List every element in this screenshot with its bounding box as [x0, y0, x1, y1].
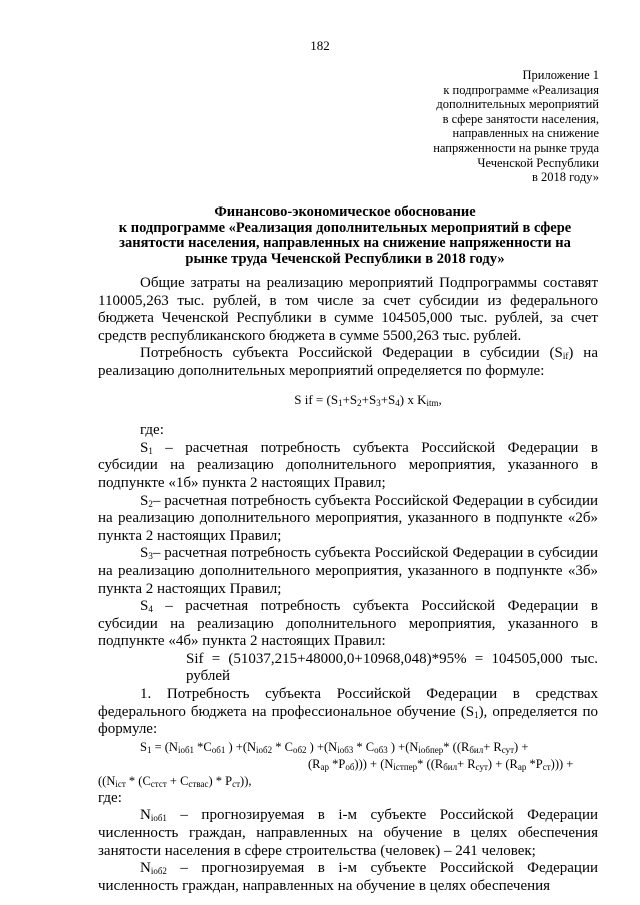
definition-s2 [98, 493, 598, 546]
formula-part: ) + [514, 739, 529, 754]
definition-text: – расчетная потребность субъекта Российской Федерации в субсидии на реализацию дополнительного мероприятия, указанного в подпункте «3б» пункта 2 настоящих Правил; [98, 545, 598, 597]
subscript: iоб2 [150, 866, 167, 877]
subscript: ствас [188, 778, 209, 789]
formula-part: + R [483, 739, 502, 754]
appendix-line: Приложение 1 [522, 68, 599, 82]
subscript: iобпер [418, 744, 444, 755]
formula-part: ))) + [550, 756, 574, 771]
appendix-note [359, 68, 599, 185]
subscript: 1 [474, 709, 479, 720]
definition-text: – прогнозируемая в i-м субъекте Российской Федерации численность граждан, направленных на обучение в целях обеспечения [98, 860, 598, 894]
subscript: iоб1 [150, 813, 167, 824]
symbol: S [140, 598, 149, 615]
formula-line [98, 773, 598, 790]
symbol: N [140, 860, 151, 877]
definition-text: – прогнозируемая в i-м субъекте Российской Федерации численность граждан, направленных на обучение в целях обеспечения занятости населения в сфере строительства (человек) – 241 человек; [98, 807, 598, 859]
subscript: 1 [146, 744, 152, 755]
formula-part: = (N [151, 739, 178, 754]
symbol: S [140, 545, 149, 562]
formula-part: +S [361, 391, 377, 407]
formula-part: )), [240, 773, 252, 788]
formula-part: ) +(N [387, 739, 419, 754]
subscript: if [562, 351, 569, 362]
subscript: ст [542, 761, 551, 772]
paragraph-subsidy-need [98, 345, 598, 380]
subscript: сут [501, 744, 515, 755]
appendix-line: в 2018 году» [531, 170, 599, 185]
subscript: сут [475, 761, 488, 772]
appendix-line: в сфере занятости населения, [442, 111, 599, 126]
subscript: iстпер [393, 761, 418, 772]
formula-line [98, 756, 598, 773]
definition-n-iob2 [98, 860, 598, 895]
formula-part: ))) + (N [354, 756, 394, 771]
definition-text: – расчетная потребность субъекта Российской Федерации в субсидии на реализацию дополнительного мероприятия, указанного в подпункте «2б» пункта 2 настоящих Правил; [98, 492, 598, 544]
definition-text: – расчетная потребность субъекта Российской Федерации в субсидии на реализацию дополнительного мероприятия, указанного в подпункте «1б» пункта 2 настоящих Правил; [98, 439, 598, 491]
appendix-line: дополнительных мероприятий [436, 97, 599, 112]
definition-text: – расчетная потребность субъекта Российской Федерации в субсидии на реализацию дополнительного мероприятия, указанного в подпункте «4б» пункта 2 настоящих Правил: [98, 598, 598, 650]
subscript: 4 [148, 604, 153, 615]
document-body [98, 275, 598, 895]
formula-line [98, 739, 598, 756]
formula-part: * ((R [443, 739, 470, 754]
text-segment: Потребность субъекта Российской Федерации в субсидии (S [140, 345, 563, 362]
where-label: где: [140, 422, 164, 439]
formula-part: * ((R [417, 756, 444, 771]
text-segment: ) на реализацию дополнительных мероприятий определяется по формуле: [98, 345, 598, 379]
document-title [90, 205, 600, 267]
symbol: S [140, 492, 149, 509]
subscript: 4 [395, 397, 400, 408]
formula-part: (R [308, 756, 321, 771]
formula-part: ) +(N [225, 739, 257, 754]
subscript: 3 [148, 551, 153, 562]
subscript: 2 [148, 498, 153, 509]
subscript: itm [426, 397, 439, 408]
appendix-line: напряженности на рынке труда [433, 140, 599, 155]
formula-part: *P [526, 756, 543, 771]
appendix-line: направленных на снижение [452, 126, 599, 141]
subscript: ар [517, 761, 527, 772]
formula-part: * (C [125, 773, 151, 788]
subscript: iст [115, 778, 126, 789]
paragraph-total-costs: Общие затраты на реализацию мероприятий Подпрограммы составят 110005,263 тыс. рублей, в том числе за счет субсидии из федерального бюджета Чеченской Республики в сумме 104505,000 тыс. рублей, за счет средств республиканского бюджета в сумме 5500,263 тыс. рублей. [98, 275, 598, 344]
formula-part: S [140, 739, 147, 754]
title-line: рынке труда Чеченской Республики в 2018 году» [185, 250, 505, 267]
formula-part: +S [342, 391, 358, 407]
subscript: стст [150, 778, 167, 789]
subscript: 1 [148, 445, 153, 456]
text-segment: 1. Потребность субъекта Российской Федерации в средствах федерального бюджета на профессиональное обучение (S [98, 686, 598, 720]
subscript: iоб3 [337, 744, 354, 755]
formula-s1 [98, 739, 598, 790]
definition-n-iob1 [98, 807, 598, 860]
definition-s1 [98, 440, 598, 493]
subscript: об3 [374, 744, 388, 755]
subscript: об [345, 761, 355, 772]
title-line: Финансово-экономическое обоснование [214, 204, 476, 220]
formula-part: + R [457, 756, 476, 771]
formula-part: , [438, 391, 442, 407]
subscript: бил [469, 744, 484, 755]
subscript: ар [320, 761, 329, 772]
formula-part: ) +(N [306, 739, 338, 754]
symbol: S [140, 439, 149, 456]
formula-part: + C [166, 773, 189, 788]
subscript: бил [443, 761, 458, 772]
subscript: об1 [211, 744, 226, 755]
formula-part: *C [194, 739, 212, 754]
formula-part: ) * P [208, 773, 233, 788]
subscript: 1 [338, 397, 343, 408]
text-segment: ), определяется по формуле: [98, 703, 598, 738]
where-label-2: где: [98, 789, 122, 806]
page-number: 182 [310, 38, 330, 53]
subscript: 2 [357, 397, 362, 408]
subscript: об2 [292, 744, 307, 755]
formula-part: * C [353, 739, 375, 754]
subscript: iоб2 [256, 744, 273, 755]
formula-part: * C [272, 739, 293, 754]
formula-part: *P [329, 756, 346, 771]
formula-part: ) + (R [487, 756, 518, 771]
subscript: ст [232, 778, 241, 789]
formula-part: S if = (S [294, 391, 339, 407]
formula-part: ) x K [399, 391, 427, 407]
formula-part: ((N [98, 773, 116, 788]
item-1-paragraph [98, 686, 598, 739]
appendix-line: к подпрограмме «Реализация [443, 82, 599, 97]
title-line: к подпрограмме «Реализация дополнительных мероприятий в сфере [118, 219, 572, 236]
sif-calculation: Sif = (51037,215+48000,0+10968,048)*95% = 104505,000 тыс. рублей [186, 650, 598, 685]
appendix-line: Чеченской Республики [477, 155, 599, 170]
subscript: 3 [376, 397, 381, 408]
definition-s4 [98, 598, 598, 651]
title-line: занятости населения, направленных на снижение напряженности на [119, 235, 571, 251]
formula-part: +S [380, 391, 396, 407]
subscript: iоб1 [177, 744, 195, 755]
definition-s3 [98, 545, 598, 598]
symbol: N [140, 807, 151, 824]
formula-sif [98, 391, 598, 409]
